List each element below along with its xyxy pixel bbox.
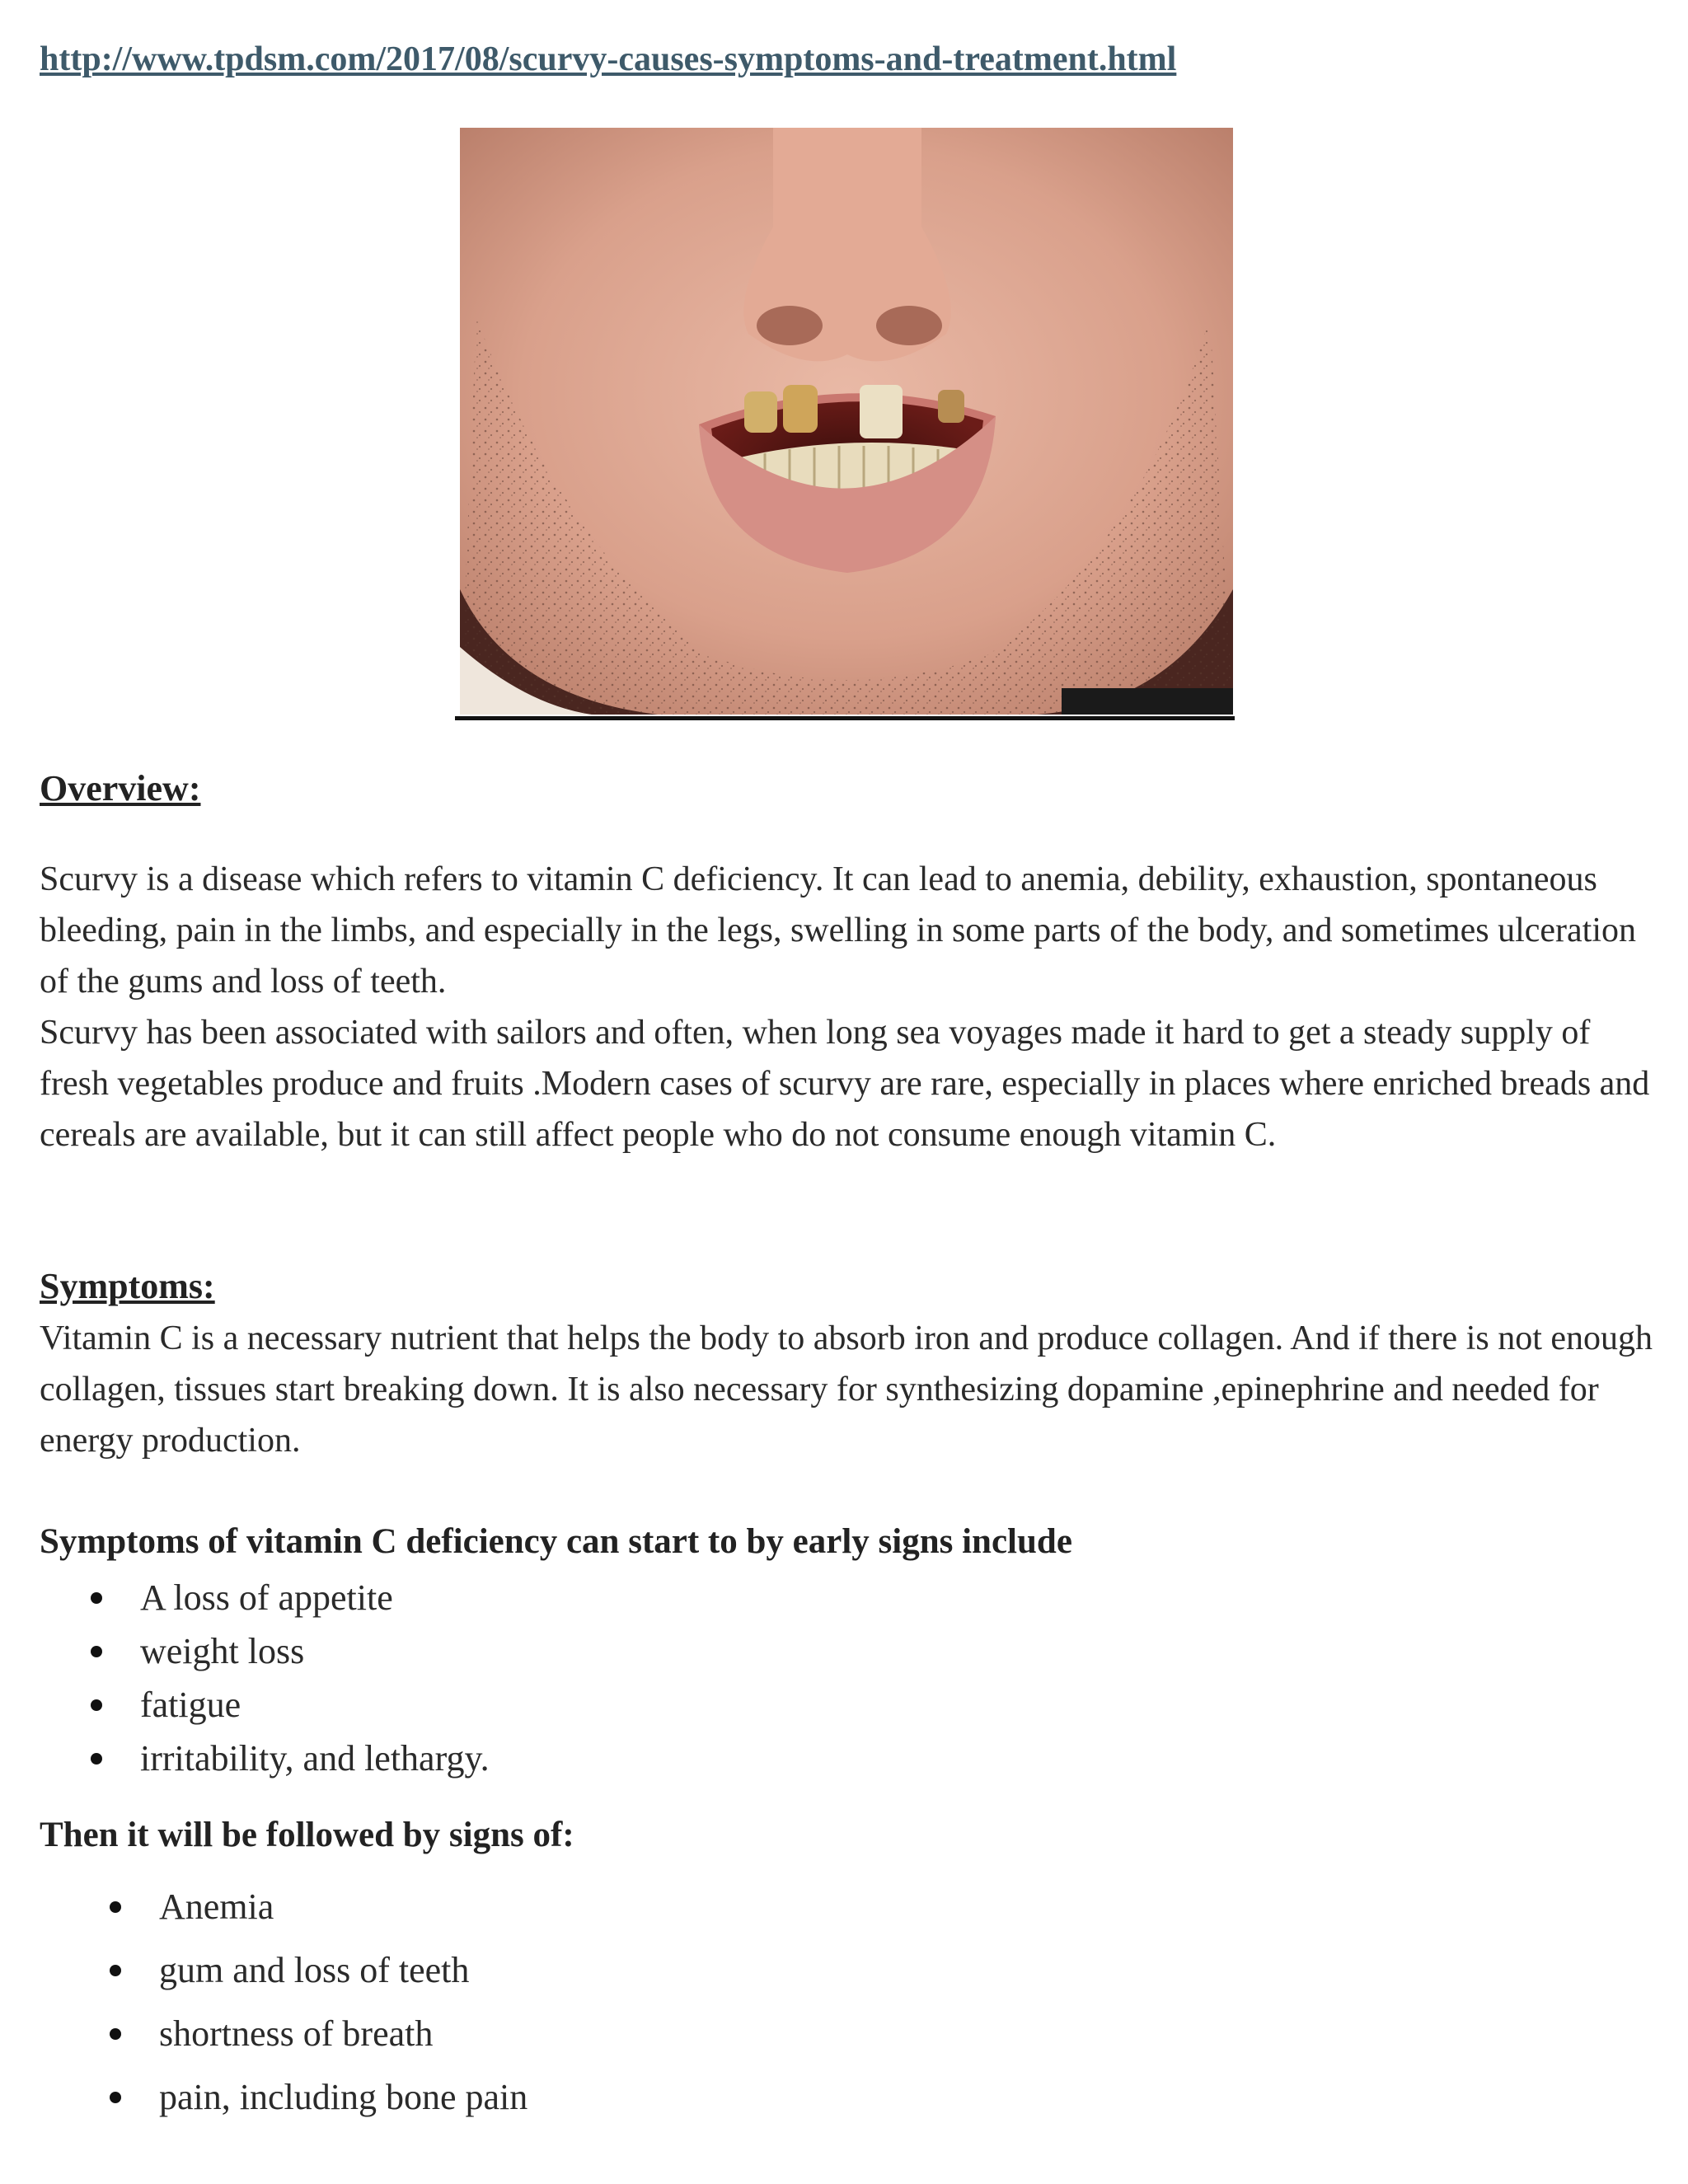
overview-paragraph-1: Scurvy is a disease which refers to vitamin C deficiency. It can lead to anemia, debility, exhaustion, spontaneous bleeding, pain in the limbs, and especially in the legs, swelling in some parts of the body, and sometimes ulceration of the gums and loss of teeth.: [40, 860, 1637, 1001]
list-item: irritability, and lethargy.: [140, 1732, 490, 1785]
early-signs-list: [140, 1571, 490, 1785]
symptoms-heading: Symptoms:: [40, 1266, 215, 1306]
symptoms-text: [40, 1313, 1655, 1466]
list-item: gum and loss of teeth: [159, 1938, 528, 2002]
scurvy-mouth-photo: [460, 128, 1233, 715]
overview-heading: Overview:: [40, 768, 201, 808]
overview-text: [40, 854, 1655, 1160]
list-item: fatigue: [140, 1678, 490, 1732]
later-signs-list: [159, 1875, 528, 2129]
source-link[interactable]: http://www.tpdsm.com/2017/08/scurvy-causes-symptoms-and-treatment.html: [40, 40, 1177, 78]
photo-mouth-missing-teeth-icon: [460, 128, 1233, 715]
early-signs-heading: Symptoms of vitamin C deficiency can start to by early signs include: [40, 1522, 1072, 1561]
overview-paragraph-2: Scurvy has been associated with sailors and often, when long sea voyages made it hard to get a steady supply of fresh vegetables produce and fruits .Modern cases of scurvy are rare, especially in places where enriched breads and cereals are available, but it can still affect people who do not consume enough vitamin C.: [40, 1014, 1650, 1154]
list-item: weight loss: [140, 1624, 490, 1678]
list-item: shortness of breath: [159, 2002, 528, 2065]
list-item: Anemia: [159, 1875, 528, 1938]
symptoms-paragraph: Vitamin C is a necessary nutrient that helps the body to absorb iron and produce collagen. And if there is not enough collagen, tissues start breaking down. It is also necessary for synthesizing dopamine ,epinephrine and needed for energy production.: [40, 1319, 1653, 1460]
list-item: pain, including bone pain: [159, 2065, 528, 2129]
later-signs-heading: Then it will be followed by signs of:: [40, 1816, 574, 1854]
list-item: A loss of appetite: [140, 1571, 490, 1624]
image-underline-rule: [455, 716, 1235, 720]
